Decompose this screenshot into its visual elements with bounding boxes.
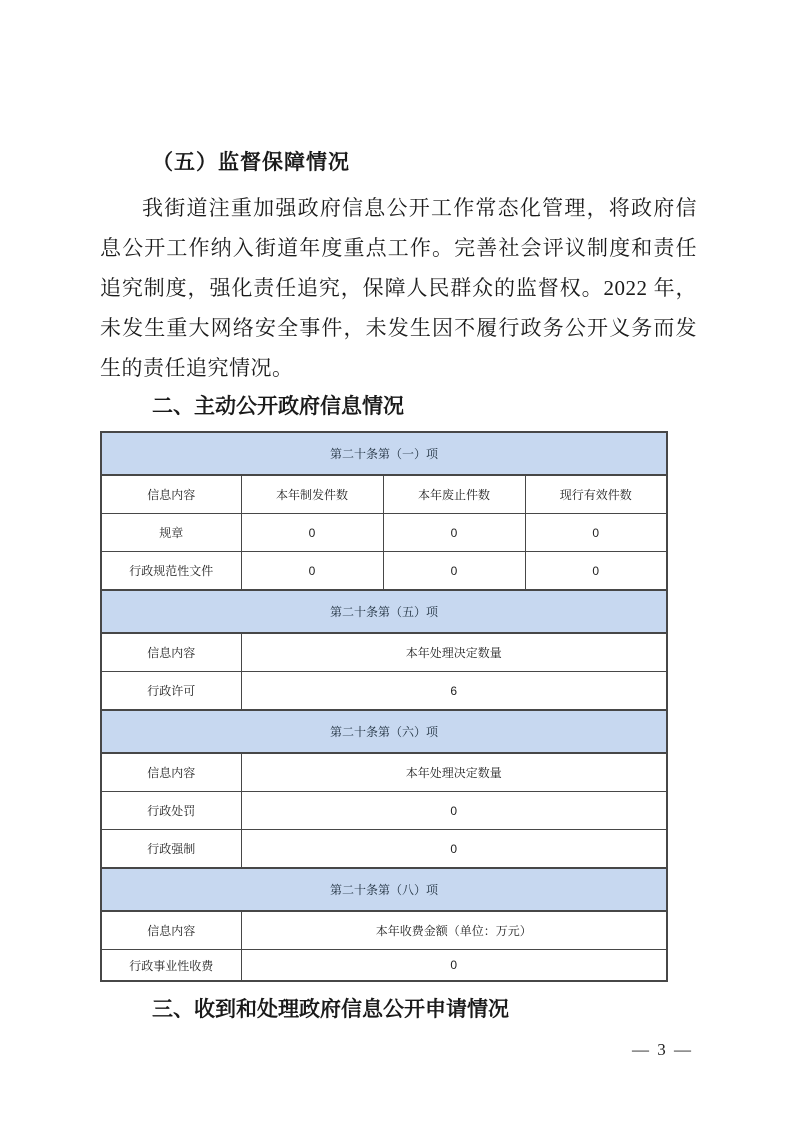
- row-value: 0: [383, 514, 525, 552]
- table-row: [101, 514, 667, 552]
- section-2-heading: 二、主动公开政府信息情况: [152, 395, 404, 418]
- row-value: 0: [241, 552, 383, 591]
- table-band-row: [101, 432, 667, 475]
- table-band-row: [101, 710, 667, 753]
- row-value: 0: [525, 514, 667, 552]
- table-header-row: [101, 753, 667, 792]
- table-header-cell: 本年制发件数: [241, 475, 383, 514]
- page-content: [100, 148, 697, 1025]
- active-disclosure-table: [100, 431, 668, 982]
- table-header-row: [101, 911, 667, 950]
- table-header-row: [101, 633, 667, 672]
- table-band-label: 第二十条第（五）项: [101, 590, 667, 633]
- table-band-row: [101, 590, 667, 633]
- row-value: 0: [241, 792, 667, 830]
- table-band-label: 第二十条第（八）项: [101, 868, 667, 911]
- row-value: 0: [525, 552, 667, 591]
- table-band-label: 第二十条第（一）项: [101, 432, 667, 475]
- table-row: [101, 792, 667, 830]
- table-row: [101, 950, 667, 982]
- row-label: 行政事业性收费: [101, 950, 241, 982]
- table-row: [101, 830, 667, 869]
- row-value: 0: [241, 830, 667, 869]
- row-value: 6: [241, 672, 667, 711]
- section-5-heading: （五）监督保障情况: [152, 150, 350, 174]
- table-header-cell: 信息内容: [101, 633, 241, 672]
- row-label: 行政许可: [101, 672, 241, 711]
- row-label: 规章: [101, 514, 241, 552]
- page-number: — 3 —: [632, 1040, 693, 1059]
- row-value: 0: [383, 552, 525, 591]
- row-value: 0: [241, 950, 667, 982]
- table-header-cell: 信息内容: [101, 753, 241, 792]
- row-value: 0: [241, 514, 383, 552]
- table-row: [101, 552, 667, 591]
- row-label: 行政规范性文件: [101, 552, 241, 591]
- table-header-cell: 本年收费金额（单位：万元）: [241, 911, 667, 950]
- table-row: [101, 672, 667, 711]
- table-header-cell: 信息内容: [101, 911, 241, 950]
- table-band-row: [101, 868, 667, 911]
- table-header-cell: 本年处理决定数量: [241, 753, 667, 792]
- table-header-cell: 现行有效件数: [525, 475, 667, 514]
- section-5-paragraph: 我街道注重加强政府信息公开工作常态化管理，将政府信息公开工作纳入街道年度重点工作。完善社会评议制度和责任追究制度，强化责任追究，保障人民群众的监督权。2022 年，未发生重大网络安全事件，未发生因不履行政务公开义务而发生的责任追究情况。: [100, 196, 697, 380]
- section-3-heading: 三、收到和处理政府信息公开申请情况: [152, 998, 509, 1021]
- row-label: 行政强制: [101, 830, 241, 869]
- table-header-cell: 本年处理决定数量: [241, 633, 667, 672]
- table-band-label: 第二十条第（六）项: [101, 710, 667, 753]
- row-label: 行政处罚: [101, 792, 241, 830]
- table-header-row: [101, 475, 667, 514]
- table-header-cell: 信息内容: [101, 475, 241, 514]
- table-header-cell: 本年废止件数: [383, 475, 525, 514]
